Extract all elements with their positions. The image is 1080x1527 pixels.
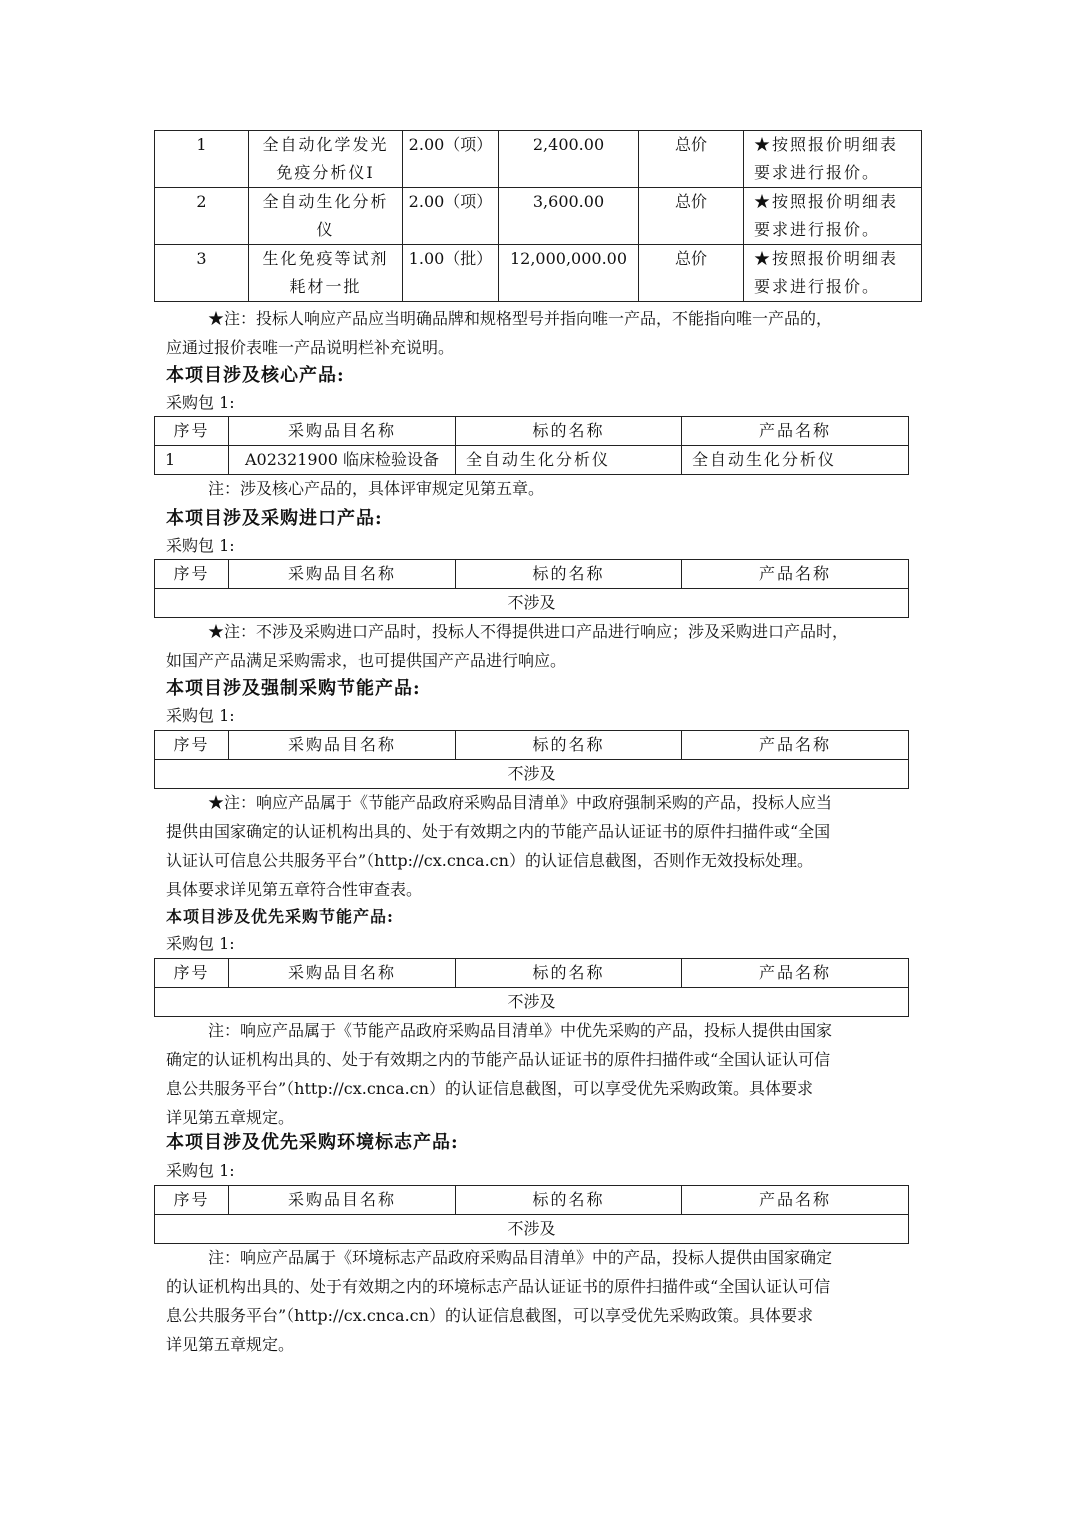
col-header: 产品名称 <box>682 417 909 446</box>
col-header: 产品名称 <box>682 560 909 589</box>
note-priority-env: 注：响应产品属于《环境标志产品政府采购品目清单》中的产品，投标人提供由国家确定 的认证机构出具的、处于有效期之内的环境标志产品认证证书的原件扫描件或“全国认证认可信 息公共服务平台”（http://cx.cnca.cn）的认证信息截图，可以享受优先采购政策。具体要求 详见第五章规定。 <box>166 1248 833 1354</box>
item-name: 全自动生化分析 仪 <box>249 188 403 245</box>
section-heading-priority-energy: 本项目涉及优先采购节能产品: <box>166 907 394 926</box>
col-header: 序号 <box>155 959 229 988</box>
remark: ★按照报价明细表 要求进行报价。 <box>744 188 922 245</box>
table-row <box>155 245 922 302</box>
package-label: 采购包 1: <box>166 393 235 412</box>
section-heading-import: 本项目涉及采购进口产品: <box>166 508 383 529</box>
col-header: 采购品目名称 <box>229 417 456 446</box>
item-name: 全自动化学发光 免疫分析仪Ⅰ <box>249 131 403 188</box>
note-import: ★注：不涉及采购进口产品时，投标人不得提供进口产品进行响应；涉及采购进口产品时， 如国产产品满足采购需求，也可提供国产产品进行响应。 <box>166 622 849 670</box>
import-product-table <box>154 559 909 618</box>
col-header: 采购品目名称 <box>229 560 456 589</box>
col-header: 标的名称 <box>456 731 682 760</box>
empty-cell: 不涉及 <box>155 760 909 789</box>
quantity: 2.00（项） <box>403 131 499 188</box>
product-name: 全自动生化分析仪 <box>682 446 909 475</box>
package-label: 采购包 1: <box>166 1161 235 1180</box>
table-row <box>155 589 909 618</box>
note-unique-product: ★注：投标人响应产品应当明确品牌和规格型号并指向唯一产品，不能指向唯一产品的， 应通过报价表唯一产品说明栏补充说明。 <box>166 309 833 357</box>
note-priority-energy: 注：响应产品属于《节能产品政府采购品目清单》中优先采购的产品，投标人提供由国家 确定的认证机构出具的、处于有效期之内的节能产品认证证书的原件扫描件或“全国认证认可信 息公共服务平台”（http://cx.cnca.cn）的认证信息截图，可以享受优先采购政策。具体要求 详见第五章规定。 <box>166 1021 833 1127</box>
col-header: 采购品目名称 <box>229 1186 456 1215</box>
table-row <box>155 988 909 1017</box>
table-row <box>155 446 909 475</box>
col-header: 标的名称 <box>456 959 682 988</box>
col-header: 标的名称 <box>456 417 682 446</box>
note-mandatory-energy: ★注：响应产品属于《节能产品政府采购品目清单》中政府强制采购的产品，投标人应当 提供由国家确定的认证机构出具的、处于有效期之内的节能产品认证证书的原件扫描件或“全国 认证认可信息公共服务平台”（http://cx.cnca.cn）的认证信息截图，否则作无效投标处理。 具体要求详见第五章符合性审查表。 <box>166 793 833 899</box>
row-number: 1 <box>155 131 249 188</box>
subject-name: 全自动生化分析仪 <box>456 446 682 475</box>
price-table <box>154 130 922 302</box>
col-header: 产品名称 <box>682 959 909 988</box>
col-header: 产品名称 <box>682 731 909 760</box>
col-header: 标的名称 <box>456 1186 682 1215</box>
col-header: 序号 <box>155 1186 229 1215</box>
section-heading-mandatory-energy: 本项目涉及强制采购节能产品: <box>166 678 421 699</box>
budget-amount: 2,400.00 <box>499 131 639 188</box>
empty-cell: 不涉及 <box>155 589 909 618</box>
remark: ★按照报价明细表 要求进行报价。 <box>744 245 922 302</box>
table-header-row <box>155 417 909 446</box>
section-heading-priority-env: 本项目涉及优先采购环境标志产品: <box>166 1132 459 1153</box>
quantity: 1.00（批） <box>403 245 499 302</box>
package-label: 采购包 1: <box>166 706 235 725</box>
category-name: A02321900 临床检验设备 <box>229 446 456 475</box>
price-type: 总价 <box>639 245 744 302</box>
table-header-row <box>155 1186 909 1215</box>
table-header-row <box>155 560 909 589</box>
table-header-row <box>155 731 909 760</box>
table-header-row <box>155 959 909 988</box>
col-header: 产品名称 <box>682 1186 909 1215</box>
mandatory-energy-table <box>154 730 909 789</box>
col-header: 采购品目名称 <box>229 959 456 988</box>
col-header: 序号 <box>155 731 229 760</box>
table-row <box>155 760 909 789</box>
quantity: 2.00（项） <box>403 188 499 245</box>
priority-env-table <box>154 1185 909 1244</box>
budget-amount: 3,600.00 <box>499 188 639 245</box>
col-header: 序号 <box>155 560 229 589</box>
empty-cell: 不涉及 <box>155 988 909 1017</box>
budget-amount: 12,000,000.00 <box>499 245 639 302</box>
col-header: 标的名称 <box>456 560 682 589</box>
core-product-table <box>154 416 909 475</box>
section-heading-core: 本项目涉及核心产品: <box>166 365 345 386</box>
price-type: 总价 <box>639 131 744 188</box>
table-row <box>155 131 922 188</box>
item-name: 生化免疫等试剂 耗材一批 <box>249 245 403 302</box>
row-number: 1 <box>155 446 229 475</box>
row-number: 2 <box>155 188 249 245</box>
table-row <box>155 1215 909 1244</box>
row-number: 3 <box>155 245 249 302</box>
package-label: 采购包 1: <box>166 934 235 953</box>
remark: ★按照报价明细表 要求进行报价。 <box>744 131 922 188</box>
price-type: 总价 <box>639 188 744 245</box>
priority-energy-table <box>154 958 909 1017</box>
empty-cell: 不涉及 <box>155 1215 909 1244</box>
table-row <box>155 188 922 245</box>
col-header: 序号 <box>155 417 229 446</box>
note-core: 注：涉及核心产品的，具体评审规定见第五章。 <box>208 479 545 498</box>
package-label: 采购包 1: <box>166 536 235 555</box>
col-header: 采购品目名称 <box>229 731 456 760</box>
